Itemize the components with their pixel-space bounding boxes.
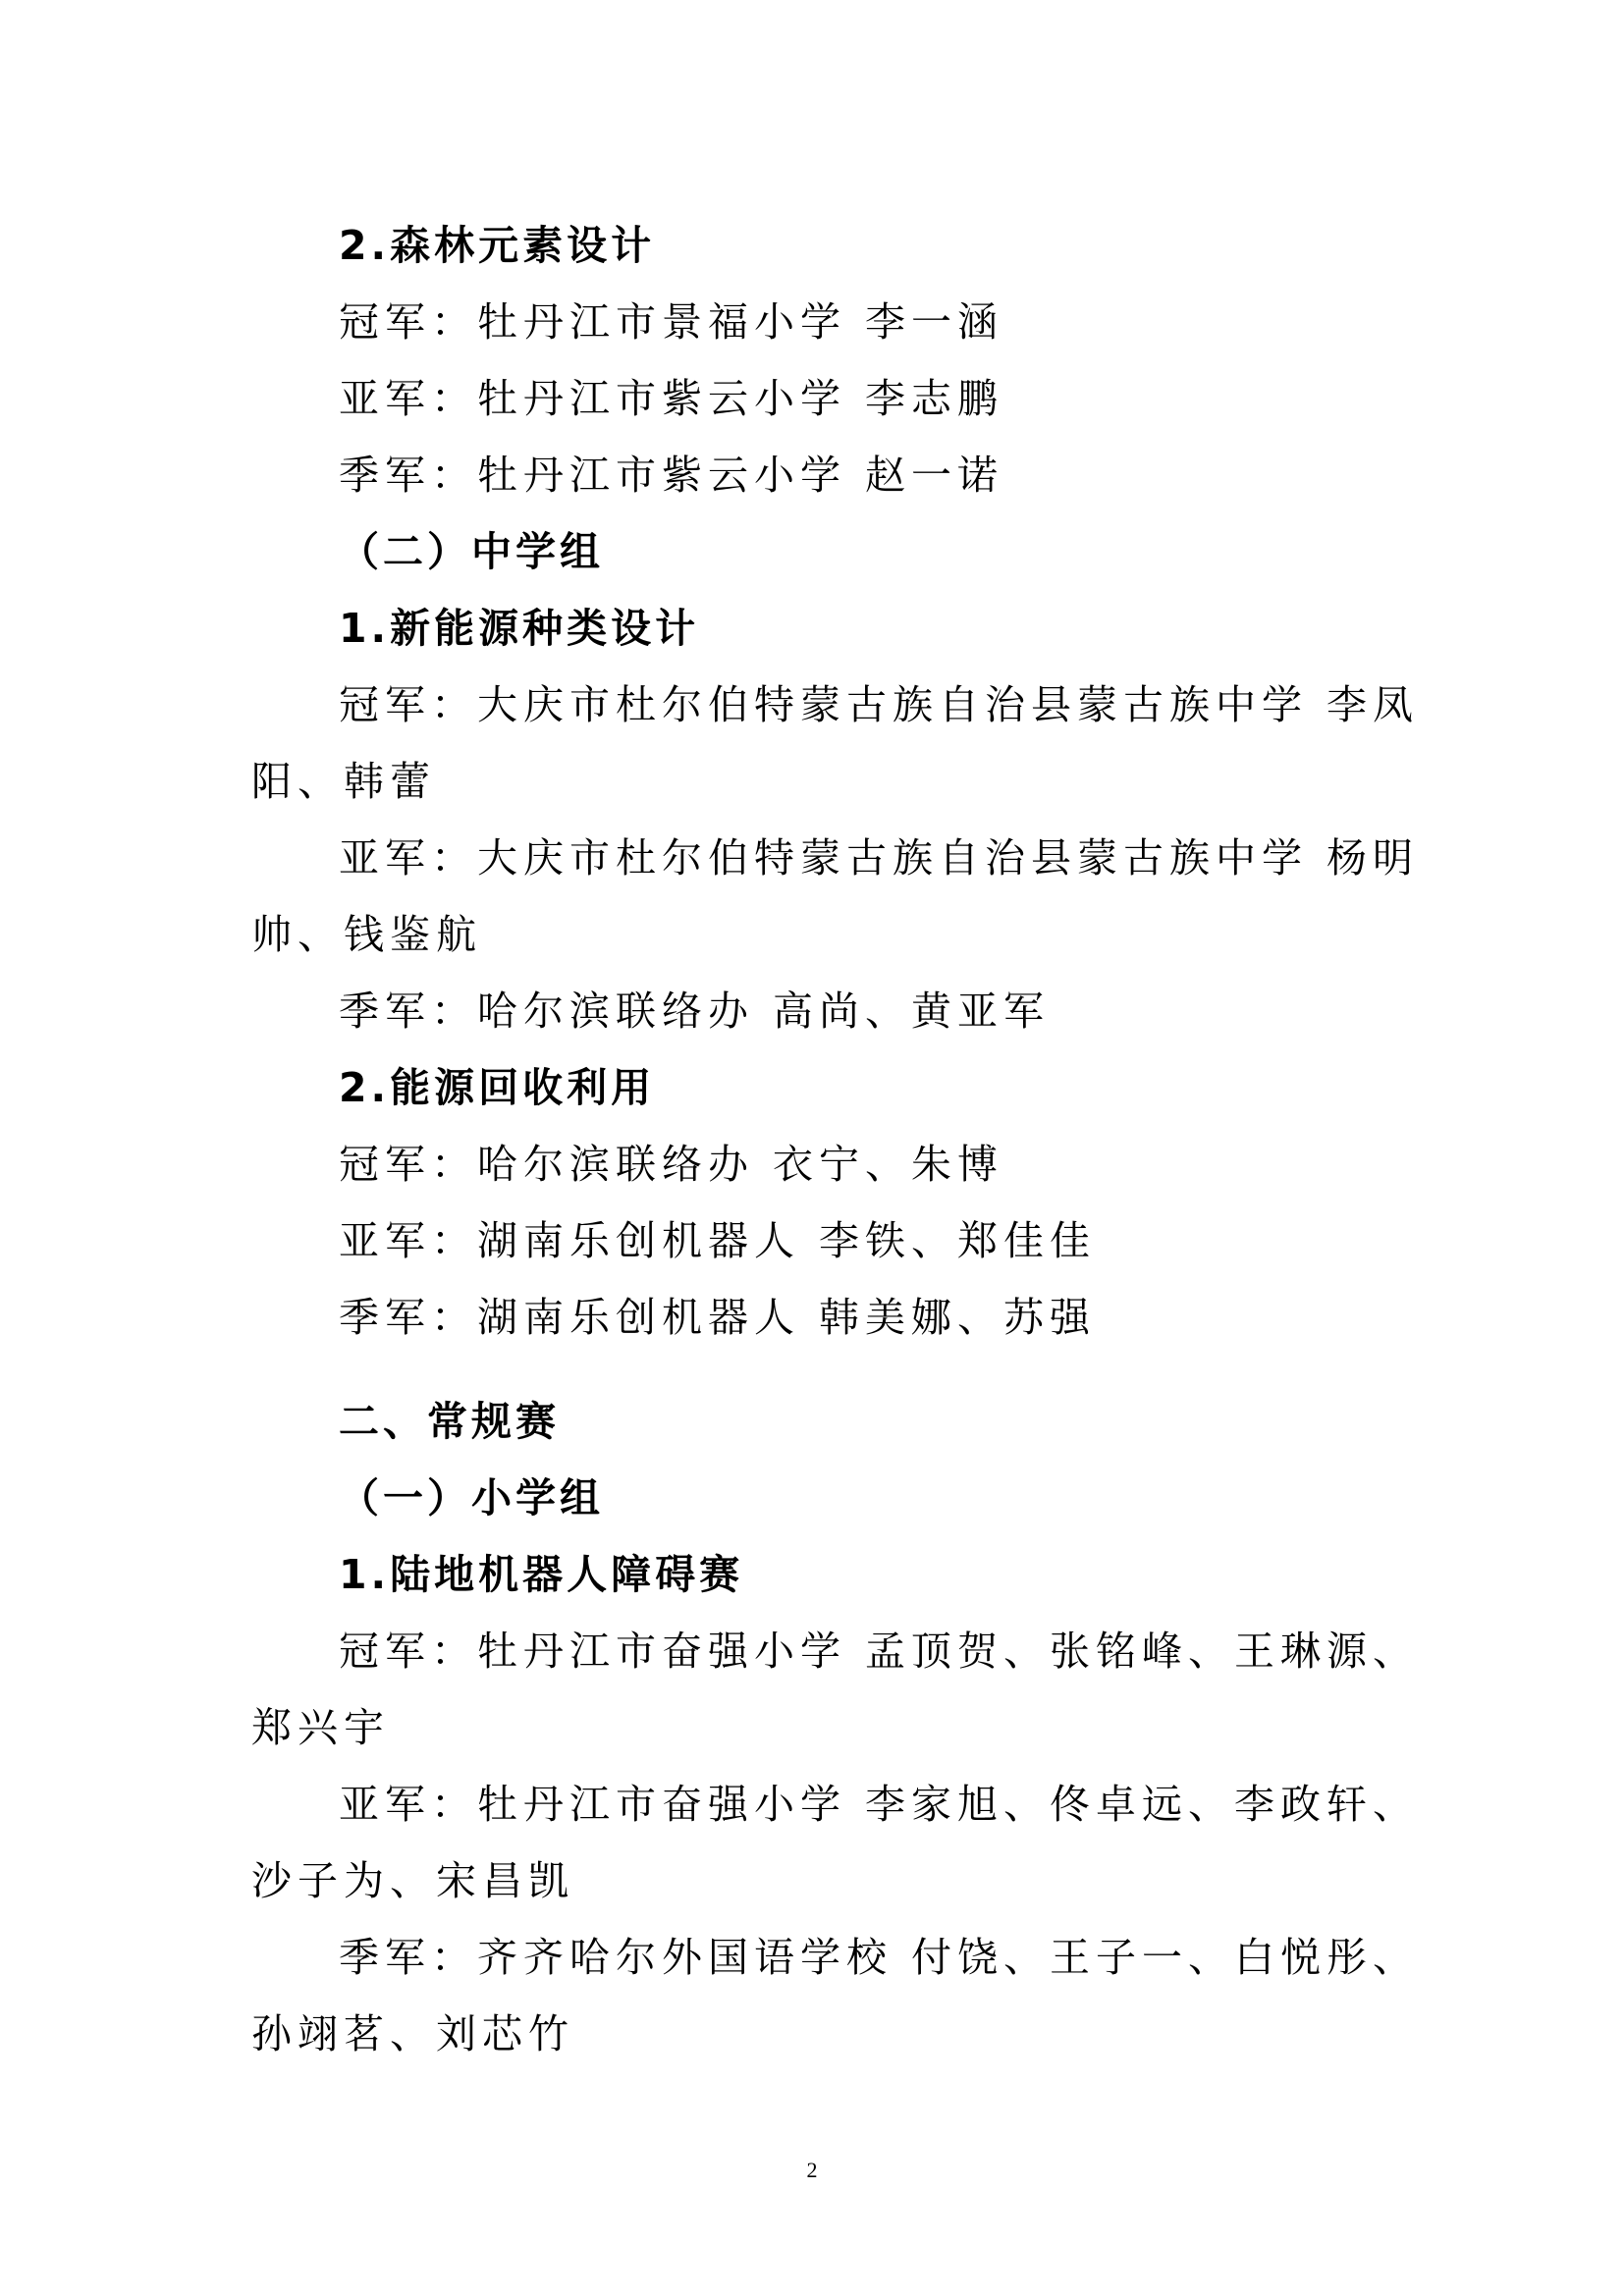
award-line-champion: 冠军：牡丹江市景福小学 李一涵 — [339, 298, 1004, 346]
group-heading-middle-school: （二）中学组 — [339, 528, 604, 575]
award-line-champion: 冠军：大庆市杜尔伯特蒙古族自治县蒙古族中学 李凤 — [339, 681, 1420, 728]
award-line-third-place: 季军：哈尔滨联络办 高尚、黄亚军 — [339, 988, 1051, 1035]
award-line-continuation: 沙子为、宋昌凯 — [251, 1857, 574, 1904]
award-line-continuation: 郑兴宇 — [251, 1704, 390, 1751]
award-line-champion: 冠军：哈尔滨联络办 衣宁、朱博 — [339, 1141, 1004, 1188]
award-line-third-place: 季军：齐齐哈尔外国语学校 付饶、王子一、白悦彤、 — [339, 1934, 1420, 1981]
award-line-third-place: 季军：湖南乐创机器人 韩美娜、苏强 — [339, 1294, 1097, 1341]
chapter-heading-regular-competition: 二、常规赛 — [339, 1398, 560, 1445]
group-heading-primary-school: （一）小学组 — [339, 1474, 604, 1522]
section-heading-forest-element-design: 2.森林元素设计 — [339, 222, 656, 269]
award-line-runner-up: 亚军：牡丹江市紫云小学 李志鹏 — [339, 375, 1004, 422]
section-heading-new-energy-design: 1.新能源种类设计 — [339, 605, 700, 652]
award-line-third-place: 季军：牡丹江市紫云小学 赵一诺 — [339, 452, 1004, 499]
award-line-continuation: 阳、韩蕾 — [251, 758, 436, 805]
section-heading-energy-recycling: 2.能源回收利用 — [339, 1064, 656, 1111]
page-number: 2 — [806, 2158, 818, 2182]
award-line-continuation: 孙翊茗、刘芯竹 — [251, 2010, 574, 2057]
award-line-runner-up: 亚军：大庆市杜尔伯特蒙古族自治县蒙古族中学 杨明 — [339, 834, 1420, 881]
award-line-runner-up: 亚军：湖南乐创机器人 李铁、郑佳佳 — [339, 1217, 1097, 1264]
section-heading-land-robot-obstacle: 1.陆地机器人障碍赛 — [339, 1551, 744, 1598]
award-line-runner-up: 亚军：牡丹江市奋强小学 李家旭、佟卓远、李政轩、 — [339, 1781, 1420, 1828]
award-line-continuation: 帅、钱鉴航 — [251, 911, 482, 958]
award-line-champion: 冠军：牡丹江市奋强小学 孟顶贺、张铭峰、王琳源、 — [339, 1628, 1420, 1675]
